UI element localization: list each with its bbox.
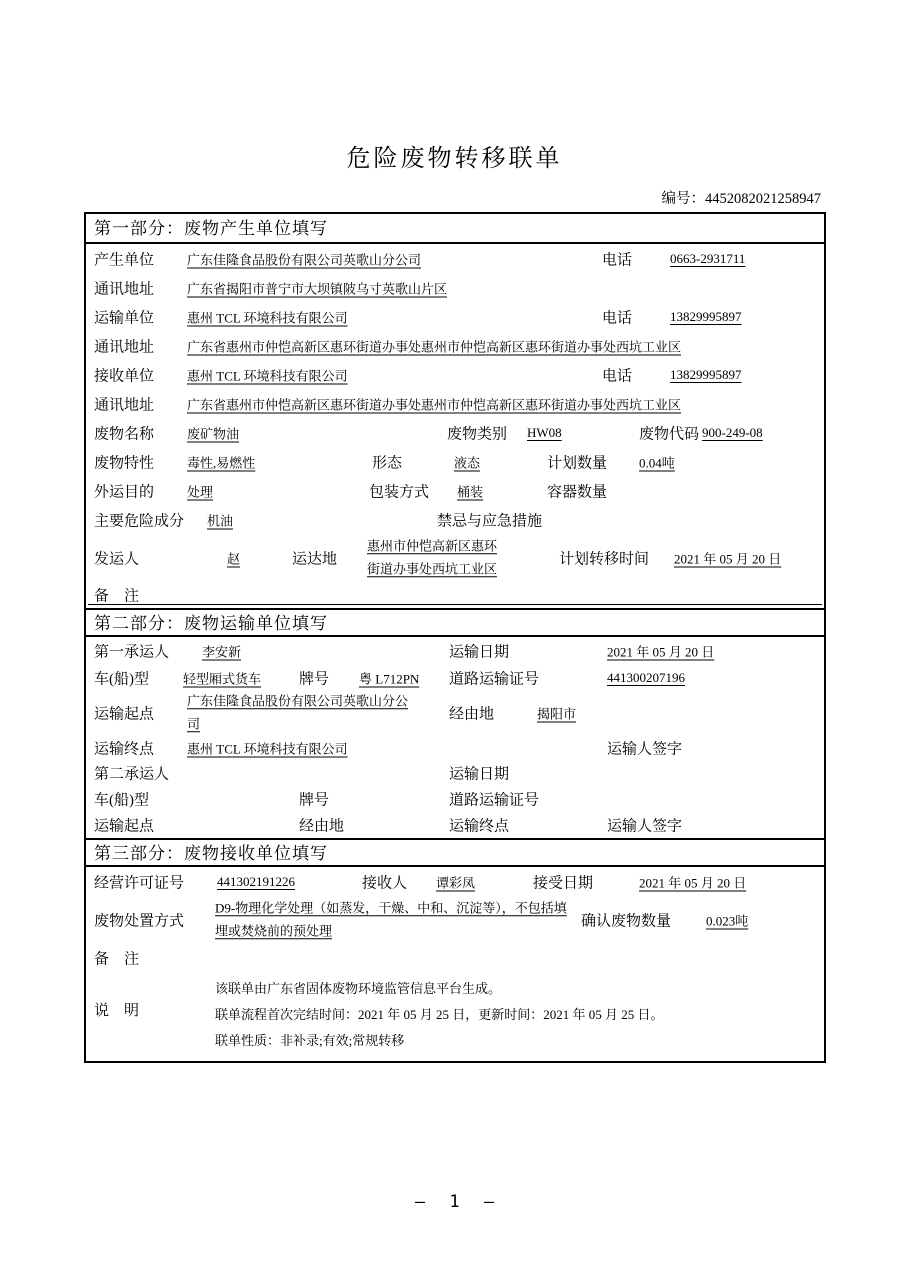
receiver-phone-label: 电话 <box>602 368 633 384</box>
carrier2-vehicle-label: 车(船)型 <box>94 792 149 808</box>
transporter-address-value: 广东省惠州市仲恺高新区惠环街道办事处惠州市仲恺高新区惠环街道办事处西坑工业区 <box>187 339 682 354</box>
transporter-address-row <box>86 331 824 360</box>
disposal-label: 废物处置方式 <box>94 913 185 930</box>
transporter-phone-label: 电话 <box>602 310 633 326</box>
waste-category-label: 废物类别 <box>447 426 508 442</box>
section2-header: 第二部分：废物运输单位填写 <box>86 608 824 637</box>
waste-name-value: 废矿物油 <box>187 426 240 441</box>
container-qty-label: 容器数量 <box>547 484 608 500</box>
receive-date-label: 接受日期 <box>533 875 594 892</box>
carrier2-permit-label: 道路运输证号 <box>449 792 540 808</box>
receiver-address-value: 广东省惠州市仲恺高新区惠环街道办事处惠州市仲恺高新区惠环街道办事处西坑工业区 <box>187 397 682 412</box>
carrier1-signature-label: 运输人签字 <box>607 741 683 758</box>
transporter-phone-value: 13829995897 <box>670 308 742 324</box>
producer-address-label: 通讯地址 <box>94 281 155 297</box>
receive-date-value: 2021 年 05 月 20 日 <box>639 875 747 891</box>
producer-phone-value: 0663-2931711 <box>670 250 746 266</box>
carrier2-endpoint-label: 运输终点 <box>449 818 510 835</box>
transporter-row <box>86 302 824 331</box>
emergency-label: 禁忌与应急措施 <box>437 513 543 529</box>
waste-code-value: 900-249-08 <box>702 424 763 440</box>
carrier1-name-value: 李安新 <box>202 644 242 659</box>
carrier1-plate-value: 粤 L712PN <box>359 671 420 686</box>
packaging-value: 桶装 <box>457 484 484 499</box>
doc-title: 危险废物转移联单 <box>346 146 563 172</box>
carrier1-vehicle-label: 车(船)型 <box>94 671 149 687</box>
transporter-address-label: 通讯地址 <box>94 339 155 355</box>
carrier2-via-label: 经由地 <box>299 818 345 835</box>
planned-qty-value: 0.04吨 <box>639 455 675 470</box>
waste-category-value: HW08 <box>527 424 562 440</box>
s1-remark-underline <box>88 604 822 605</box>
note-label: 说 明 <box>94 1003 140 1019</box>
purpose-label: 外运目的 <box>94 484 155 500</box>
purpose-value: 处理 <box>187 484 214 499</box>
producer-value: 广东佳隆食品股份有限公司英歌山分公司 <box>187 252 422 267</box>
hazard-component-label: 主要危险成分 <box>94 513 185 529</box>
carrier2-signature-label: 运输人签字 <box>607 818 683 835</box>
doc-number-label: 编号： <box>661 191 705 207</box>
note-line2: 联单流程首次完结时间：2021 年 05 月 25 日，更新时间：2021 年 05 月 25 日。 <box>215 1007 664 1022</box>
waste-property-value: 毒性,易燃性 <box>187 455 256 470</box>
disposal-row <box>86 897 824 943</box>
recipient-value: 谭彩凤 <box>436 875 476 891</box>
carrier1-date-value: 2021 年 05 月 20 日 <box>607 644 715 659</box>
s3-remark-label: 备 注 <box>94 951 140 968</box>
producer-row <box>86 244 824 273</box>
carrier1-via-value: 揭阳市 <box>537 706 577 722</box>
s1-remark-row <box>86 582 824 608</box>
license-label: 经营许可证号 <box>94 875 185 892</box>
carrier1-date-label: 运输日期 <box>449 644 510 660</box>
carrier1-plate-label: 牌号 <box>299 671 330 687</box>
hazard-component-row <box>86 505 824 534</box>
destination-value: 惠州市仲恺高新区惠环街道办事处西坑工业区 <box>367 538 498 576</box>
confirmed-qty-value: 0.023吨 <box>706 913 749 929</box>
recipient-label: 接收人 <box>362 875 408 892</box>
s3-remark-row <box>86 943 824 973</box>
carrier1-label: 第一承运人 <box>94 644 170 660</box>
disposal-value: D9-物理化学处理（如蒸发，干燥、中和、沉淀等），不包括填埋或焚烧前的预处理 <box>215 900 567 938</box>
carrier1-vehicle-value: 轻型厢式货车 <box>183 671 262 686</box>
doc-number-value: 4452082021258947 <box>705 191 821 207</box>
page-number: — 1 — <box>414 1192 495 1212</box>
carrier2-plate-label: 牌号 <box>299 792 330 808</box>
planned-date-value: 2021 年 05 月 20 日 <box>674 551 782 567</box>
receiver-value: 惠州 TCL 环境科技有限公司 <box>187 368 348 383</box>
carrier1-via-label: 经由地 <box>449 706 495 723</box>
producer-label: 产生单位 <box>94 252 155 268</box>
carrier1-permit-label: 道路运输证号 <box>449 671 540 687</box>
planned-date-label: 计划转移时间 <box>559 551 650 568</box>
waste-code-label: 废物代码 <box>639 426 700 442</box>
waste-name-label: 废物名称 <box>94 426 155 442</box>
section3-header: 第三部分：废物接收单位填写 <box>86 838 824 867</box>
hazard-component-value: 机油 <box>207 513 234 528</box>
carrier1-vehicle-row <box>86 664 824 691</box>
receiver-label: 接收单位 <box>94 368 155 384</box>
consignor-row <box>86 534 824 582</box>
producer-address-row <box>86 273 824 302</box>
carrier2-label: 第二承运人 <box>94 766 170 783</box>
receiver-row <box>86 360 824 389</box>
note-line1: 该联单由广东省固体废物环境监管信息平台生成。 <box>215 981 502 996</box>
form-value: 液态 <box>454 455 481 470</box>
carrier1-endpoint-label: 运输终点 <box>94 741 155 758</box>
waste-name-row <box>86 418 824 447</box>
carrier2-row <box>86 761 824 785</box>
consignor-value: 赵 <box>227 551 241 567</box>
confirmed-qty-label: 确认废物数量 <box>581 913 672 930</box>
carrier1-origin-value: 广东佳隆食品股份有限公司英歌山分公司 <box>187 693 409 731</box>
carrier1-endpoint-value: 惠州 TCL 环境科技有限公司 <box>187 741 348 757</box>
carrier1-origin-row <box>86 691 824 735</box>
form-label: 形态 <box>372 455 403 471</box>
carrier1-row <box>86 637 824 664</box>
section1-header: 第一部分：废物产生单位填写 <box>86 214 824 244</box>
carrier2-origin-label: 运输起点 <box>94 818 155 835</box>
note-line3: 联单性质：非补录;有效;常规转移 <box>215 1033 405 1048</box>
waste-property-row <box>86 447 824 476</box>
carrier2-route-row <box>86 812 824 838</box>
note-row <box>86 973 824 1061</box>
carrier1-endpoint-row <box>86 735 824 761</box>
transporter-value: 惠州 TCL 环境科技有限公司 <box>187 310 348 325</box>
packaging-label: 包装方式 <box>369 484 430 500</box>
consignor-label: 发运人 <box>94 551 140 568</box>
carrier1-origin-label: 运输起点 <box>94 706 155 723</box>
receiver-address-row <box>86 389 824 418</box>
producer-phone-label: 电话 <box>602 252 633 268</box>
planned-qty-label: 计划数量 <box>547 455 608 471</box>
receiver-address-label: 通讯地址 <box>94 397 155 413</box>
s1-remark-label: 备 注 <box>94 588 140 605</box>
carrier1-permit-value: 441300207196 <box>607 669 685 685</box>
license-row <box>86 867 824 897</box>
waste-property-label: 废物特性 <box>94 455 155 471</box>
manifest-table <box>84 212 826 1063</box>
destination-label: 运达地 <box>292 551 338 568</box>
purpose-row <box>86 476 824 505</box>
carrier2-vehicle-row <box>86 785 824 812</box>
transporter-label: 运输单位 <box>94 310 155 326</box>
license-value: 441302191226 <box>217 874 295 889</box>
receiver-phone-value: 13829995897 <box>670 366 742 382</box>
doc-number-line <box>662 187 822 208</box>
carrier2-date-label: 运输日期 <box>449 766 510 783</box>
producer-address-value: 广东省揭阳市普宁市大坝镇陂乌寸英歌山片区 <box>187 281 448 296</box>
